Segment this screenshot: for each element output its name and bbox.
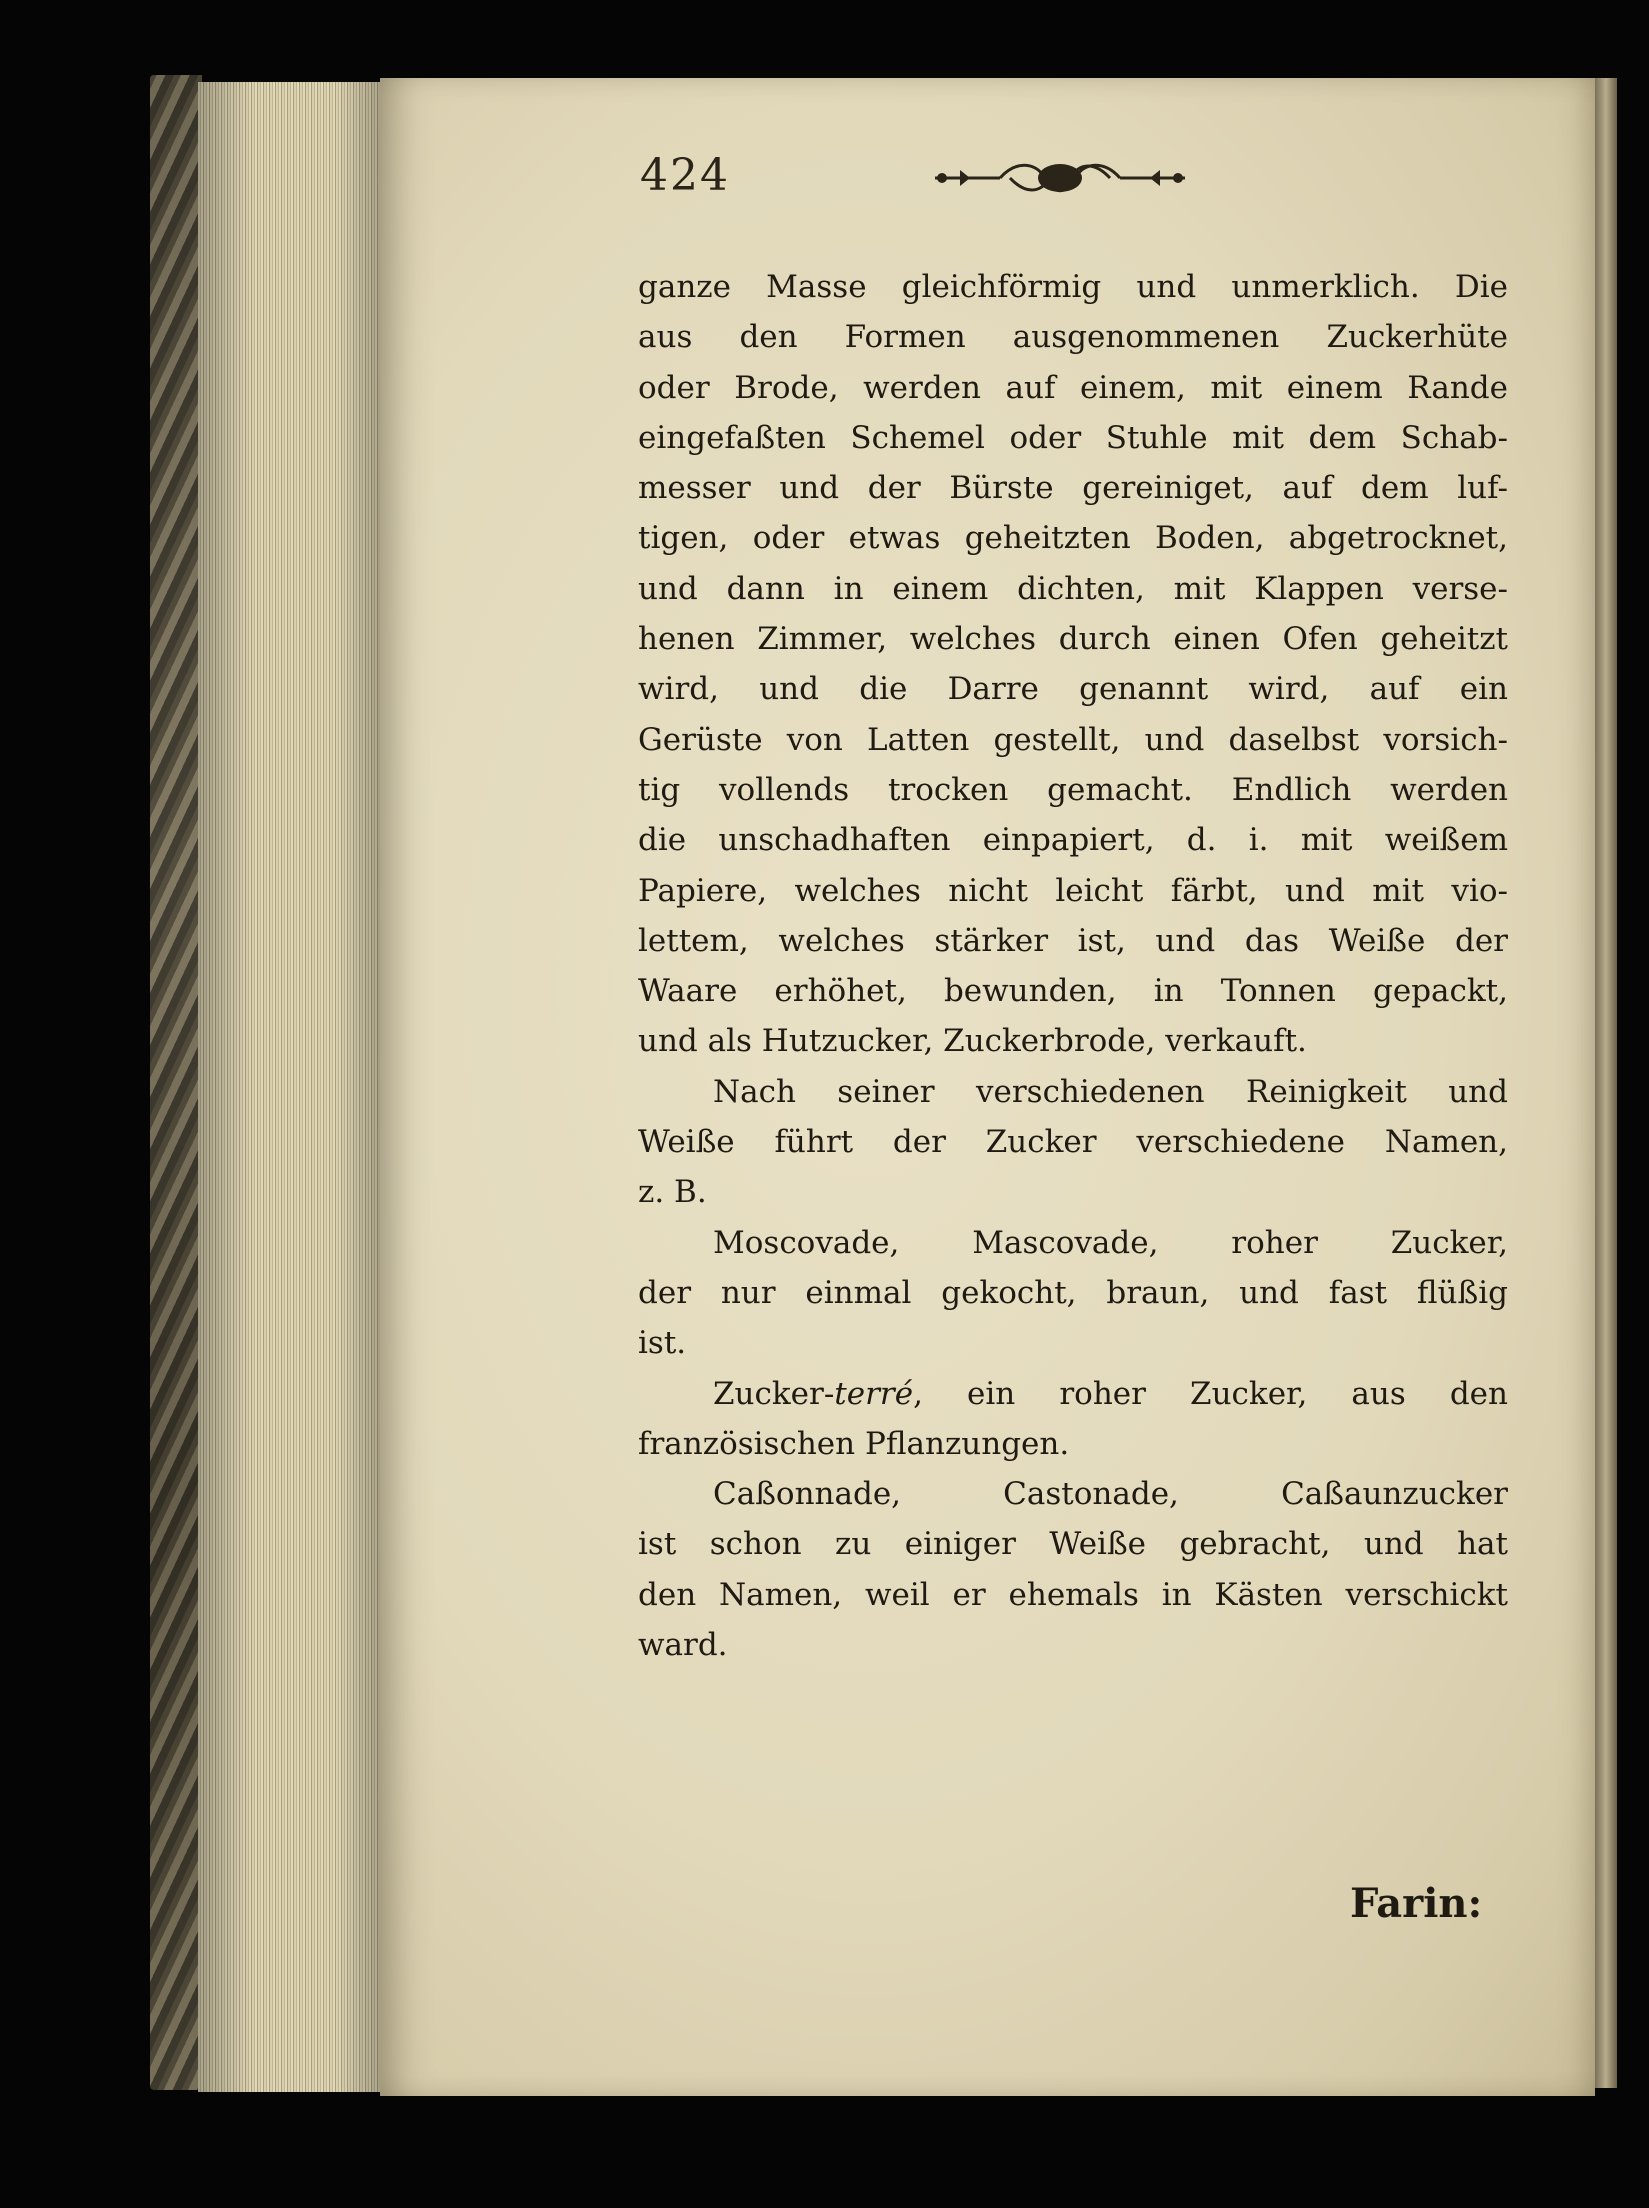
text-run: , ein roher Zucker, aus den xyxy=(913,1375,1508,1412)
page-header xyxy=(640,150,1260,210)
adjacent-page-edge xyxy=(1595,78,1617,2088)
text-line: Papiere, welches nicht leicht färbt, und mit vio- xyxy=(638,872,1508,909)
marbled-cover xyxy=(150,75,202,2090)
paragraph-4 xyxy=(638,1369,1508,1470)
text-line: ward. xyxy=(638,1627,728,1664)
text-line: und als Hutzucker, Zuckerbrode, verkauft. xyxy=(638,1023,1307,1060)
page-edges xyxy=(198,82,383,2092)
text-line: aus den Formen ausgenommenen Zuckerhüte xyxy=(638,319,1508,356)
text-line: ganze Masse gleichförmig und unmerklich. Die xyxy=(638,269,1508,305)
text-line: ist schon zu einiger Weiße gebracht, und hat xyxy=(638,1526,1508,1563)
text-line: tig vollends trocken gemacht. Endlich werden xyxy=(638,771,1508,808)
italic-term: terré xyxy=(834,1375,914,1412)
paragraph-3 xyxy=(638,1218,1508,1369)
text-line: Waare erhöhet, bewunden, in Tonnen gepackt, xyxy=(638,973,1508,1010)
paragraph-1 xyxy=(638,262,1508,1067)
text-line: eingefaßten Schemel oder Stuhle mit dem Schab- xyxy=(638,419,1508,456)
text-line: Caßonnade, Castonade, Caßaunzucker xyxy=(713,1476,1508,1513)
text-line: Weiße führt der Zucker verschiedene Namen, xyxy=(638,1124,1508,1161)
text-line: wird, und die Darre genannt wird, auf ein xyxy=(638,671,1508,708)
ornament-icon xyxy=(930,156,1190,200)
text-line xyxy=(638,1369,1508,1419)
catchword: Farin: xyxy=(1350,1880,1483,1927)
body-text xyxy=(638,262,1508,1670)
paragraph-5 xyxy=(638,1469,1508,1670)
paragraph-2 xyxy=(638,1067,1508,1218)
text-line: lettem, welches stärker ist, und das Weiße der xyxy=(638,922,1508,959)
text-line: ist. xyxy=(638,1325,687,1362)
text-line: z. B. xyxy=(638,1174,707,1211)
text-line: Moscovade, Mascovade, roher Zucker, xyxy=(713,1224,1508,1261)
text-run: Zucker- xyxy=(713,1375,835,1412)
text-line: die unschadhaften einpapiert, d. i. mit weißem xyxy=(638,822,1508,859)
text-line: messer und der Bürste gereiniget, auf dem luf- xyxy=(638,470,1508,507)
text-line: oder Brode, werden auf einem, mit einem Rande xyxy=(638,369,1508,406)
text-line: und dann in einem dichten, mit Klappen verse- xyxy=(638,570,1508,607)
text-line: der nur einmal gekocht, braun, und fast flüßig xyxy=(638,1274,1508,1311)
text-line: französischen Pflanzungen. xyxy=(638,1425,1070,1462)
page-number: 424 xyxy=(640,150,730,201)
text-line: tigen, oder etwas geheitzten Boden, abgetrocknet, xyxy=(638,520,1508,557)
text-line: henen Zimmer, welches durch einen Ofen geheitzt xyxy=(638,621,1508,658)
text-line: den Namen, weil er ehemals in Kästen verschickt xyxy=(638,1576,1508,1613)
text-line: Gerüste von Latten gestellt, und daselbst vorsich- xyxy=(638,721,1508,758)
text-line: Nach seiner verschiedenen Reinigkeit und xyxy=(713,1073,1508,1110)
